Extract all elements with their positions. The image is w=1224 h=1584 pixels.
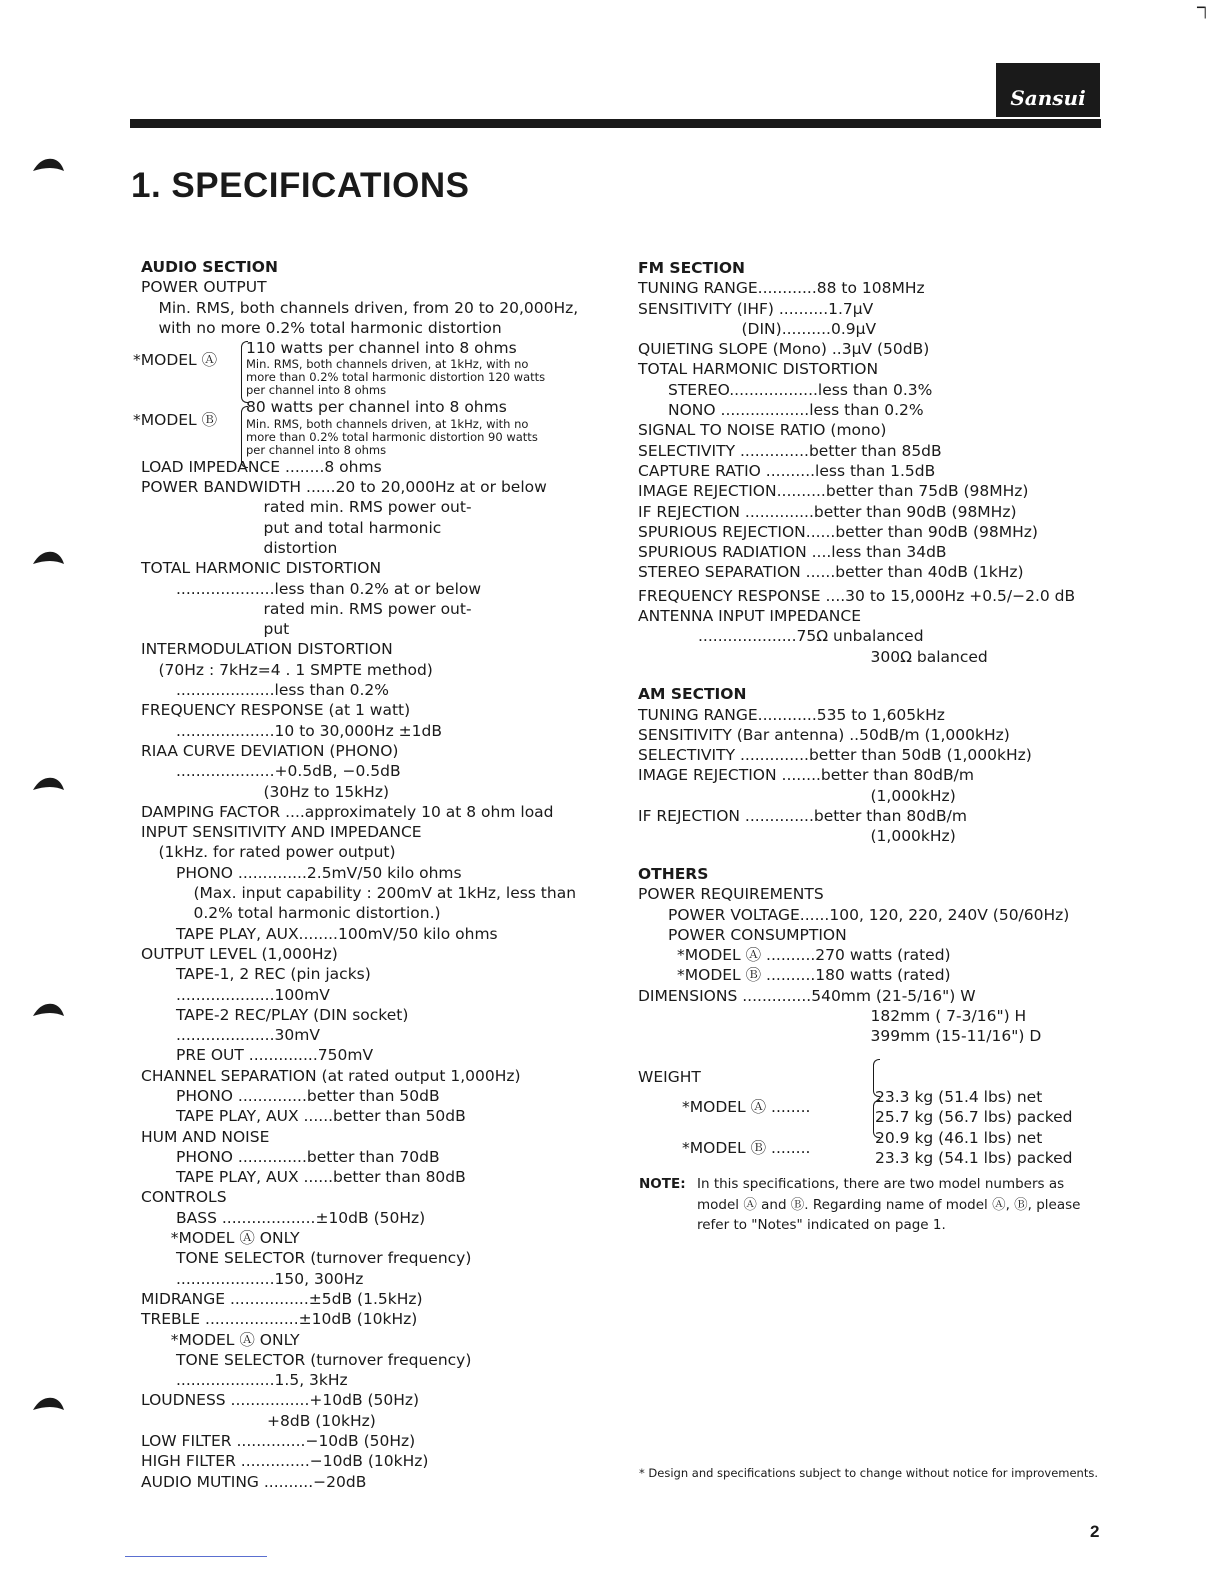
spec-line <box>638 522 1108 542</box>
spec-text: (Max. input capability : 200mV at 1kHz, less than <box>193 884 577 903</box>
spec-line <box>133 410 621 431</box>
spec-text: PHONO ..............better than 50dB <box>176 1086 440 1105</box>
spec-line <box>141 1289 621 1309</box>
spec-text: LOAD IMPEDANCE ........8 ohms <box>141 457 382 476</box>
spec-line <box>141 257 621 277</box>
spec-line <box>638 319 1108 339</box>
spec-line <box>141 1370 621 1390</box>
spec-text: SPURIOUS RADIATION ....less than 34dB <box>638 543 947 562</box>
spec-line <box>141 1451 621 1471</box>
footer-line <box>125 1556 267 1557</box>
spec-line <box>141 660 621 680</box>
spec-line <box>638 745 1108 765</box>
spec-line <box>141 863 621 883</box>
spec-line <box>141 431 621 444</box>
spec-text: ....................less than 0.2% <box>176 681 389 700</box>
spec-text: 182mm ( 7-3/16") H <box>870 1006 1027 1025</box>
spec-text: OTHERS <box>638 864 709 883</box>
spec-text: INPUT SENSITIVITY AND IMPEDANCE <box>141 823 422 842</box>
page-number: 2 <box>1090 1522 1100 1541</box>
spec-line <box>141 1127 621 1147</box>
spec-text: (1,000kHz) <box>870 827 956 846</box>
spec-line <box>141 384 621 397</box>
spec-line <box>141 782 621 802</box>
spec-line <box>141 1248 621 1268</box>
spec-text: (1,000kHz) <box>870 786 956 805</box>
spec-line <box>141 903 621 923</box>
spec-line <box>141 680 621 700</box>
spec-text: TAPE-2 REC/PLAY (DIN socket) <box>176 1005 409 1024</box>
spec-line <box>141 1147 621 1167</box>
left-spec-column <box>133 257 621 1492</box>
spec-text: (70Hz : 7kHz=4 . 1 SMPTE method) <box>158 660 433 679</box>
spec-line <box>638 606 1108 626</box>
spec-line <box>141 1472 621 1492</box>
spec-text: *MODEL Ⓑ ..........180 watts (rated) <box>677 966 951 985</box>
spec-text: more than 0.2% total harmonic distortion 90 watts <box>246 429 538 444</box>
spec-text: more than 0.2% total harmonic distortion 120 watts <box>246 370 546 385</box>
spec-line <box>638 461 1108 481</box>
spec-text: CONTROLS <box>141 1188 227 1207</box>
spec-text: 80 watts per channel into 8 ohms <box>246 398 507 417</box>
spec-text: 399mm (15-11/16") D <box>870 1027 1042 1046</box>
spec-line <box>638 481 1108 501</box>
spec-text: put and total harmonic <box>263 518 442 537</box>
spec-text: LOW FILTER ..............−10dB (50Hz) <box>141 1432 416 1451</box>
spec-line <box>141 1005 621 1025</box>
spec-text: FM SECTION <box>638 259 746 277</box>
spec-text: TAPE PLAY, AUX ......better than 80dB <box>176 1168 466 1187</box>
spec-line <box>638 925 1108 945</box>
spec-text: ....................+0.5dB, −0.5dB <box>176 762 401 781</box>
corner-mark: ▔▏ <box>1197 8 1213 19</box>
spec-text: OUTPUT LEVEL (1,000Hz) <box>141 944 338 963</box>
spec-line <box>141 1208 621 1228</box>
spec-text: AM SECTION <box>638 685 747 704</box>
spec-text: ....................30mV <box>176 1026 320 1045</box>
spec-line <box>141 1431 621 1451</box>
spec-text: AUDIO MUTING ..........−20dB <box>141 1472 367 1491</box>
model-label: *MODEL Ⓐ <box>133 351 218 370</box>
spec-text: SELECTIVITY ..............better than 85dB <box>638 441 942 460</box>
spec-text: per channel into 8 ohms <box>246 383 387 398</box>
spec-line <box>141 1269 621 1289</box>
right-spec-column <box>638 258 1108 1168</box>
spec-text: POWER BANDWIDTH ......20 to 20,000Hz at or below <box>141 478 547 497</box>
spec-line <box>638 1026 1108 1046</box>
spec-line <box>141 477 621 497</box>
spec-line <box>638 278 1108 298</box>
spec-text: IF REJECTION ..............better than 80dB/m <box>638 807 967 826</box>
spec-line <box>638 586 1108 606</box>
binding-hole-mark <box>31 1394 65 1412</box>
spec-line <box>638 502 1108 522</box>
spec-line <box>141 1167 621 1187</box>
spec-line <box>141 1086 621 1106</box>
spec-text: ANTENNA INPUT IMPEDANCE <box>638 607 861 626</box>
spec-text: 25.7 kg (56.7 lbs) packed <box>875 1108 1073 1127</box>
spec-line <box>141 741 621 761</box>
spec-line <box>638 542 1108 562</box>
spec-line <box>141 619 621 639</box>
spec-text: NONO ..................less than 0.2% <box>668 401 924 420</box>
binding-hole-mark <box>31 155 65 173</box>
spec-line <box>141 277 621 297</box>
spec-line <box>141 883 621 903</box>
spec-text: *MODEL Ⓐ ..........270 watts (rated) <box>677 946 951 965</box>
spec-text: ....................less than 0.2% at or below <box>176 579 482 598</box>
spec-line <box>638 562 1108 582</box>
spec-text: +8dB (10kHz) <box>267 1411 376 1430</box>
spec-line <box>141 964 621 984</box>
spec-line <box>141 457 621 477</box>
spec-line <box>141 1187 621 1207</box>
binding-hole-mark <box>31 774 65 792</box>
header-rule <box>130 119 1101 128</box>
spec-text: TOTAL HARMONIC DISTORTION <box>638 360 879 379</box>
spec-text: 110 watts per channel into 8 ohms <box>246 339 517 358</box>
spec-line <box>638 765 1108 785</box>
spec-text: POWER VOLTAGE......100, 120, 220, 240V (50/60Hz) <box>668 905 1070 924</box>
spec-line <box>141 558 621 578</box>
spec-text: put <box>263 620 290 639</box>
spec-text: ....................100mV <box>176 985 330 1004</box>
spec-line <box>141 1411 621 1431</box>
spec-text: HUM AND NOISE <box>141 1127 270 1146</box>
spec-text: TREBLE ...................±10dB (10kHz) <box>141 1310 418 1329</box>
spec-line <box>638 705 1108 725</box>
spec-line <box>638 359 1108 379</box>
weight-b-brace <box>873 1100 880 1138</box>
spec-line <box>141 1045 621 1065</box>
spec-line <box>141 822 621 842</box>
spec-text: per channel into 8 ohms <box>246 442 387 457</box>
spec-line <box>638 806 1108 826</box>
spec-line <box>141 842 621 862</box>
spec-text: Min. RMS, both channels driven, at 1kHz, with no <box>246 357 529 372</box>
spec-line <box>141 497 621 517</box>
spec-line <box>638 725 1108 745</box>
spec-text: FREQUENCY RESPONSE (at 1 watt) <box>141 701 411 720</box>
spec-text: 20.9 kg (46.1 lbs) net <box>875 1128 1043 1147</box>
spec-line <box>638 339 1108 359</box>
model-label: *MODEL Ⓑ <box>133 410 218 429</box>
spec-text: BASS ...................±10dB (50Hz) <box>176 1208 426 1227</box>
spec-text: TUNING RANGE............88 to 108MHz <box>638 279 925 298</box>
spec-line <box>141 444 621 457</box>
spec-text: PHONO ..............2.5mV/50 kilo ohms <box>176 863 462 882</box>
spec-text: IMAGE REJECTION..........better than 75dB (98MHz) <box>638 482 1029 501</box>
spec-text: POWER REQUIREMENTS <box>638 885 824 904</box>
spec-text: TAPE-1, 2 REC (pin jacks) <box>176 965 371 984</box>
spec-line <box>141 721 621 741</box>
spec-line <box>141 639 621 659</box>
spec-line <box>638 786 1108 806</box>
spec-text: TONE SELECTOR (turnover frequency) <box>176 1249 472 1268</box>
spec-line <box>141 318 621 338</box>
brand-logo <box>996 63 1100 117</box>
spec-line <box>141 298 621 318</box>
model-a-brace <box>241 341 248 403</box>
spec-text: 0.2% total harmonic distortion.) <box>193 904 441 923</box>
spec-line <box>638 400 1108 420</box>
spec-text: with no more 0.2% total harmonic distortion <box>158 318 502 337</box>
spec-text: ....................1.5, 3kHz <box>176 1371 348 1390</box>
spec-text: distortion <box>263 538 338 557</box>
spec-text: SPURIOUS REJECTION......better than 90dB (98MHz) <box>638 522 1038 541</box>
spec-text: FREQUENCY RESPONSE ....30 to 15,000Hz +0.5/−2.0 dB <box>638 586 1076 605</box>
spec-text: TONE SELECTOR (turnover frequency) <box>176 1350 472 1369</box>
spec-text: *MODEL Ⓐ ONLY <box>170 1229 300 1248</box>
spec-text: WEIGHT <box>638 1067 701 1086</box>
spec-line <box>638 884 1108 904</box>
spec-line <box>638 1139 1108 1168</box>
spec-line <box>141 802 621 822</box>
spec-line <box>638 626 1108 646</box>
page-title: 1. SPECIFICATIONS <box>131 166 470 205</box>
spec-text: CHANNEL SEPARATION (at rated output 1,000Hz) <box>141 1066 521 1085</box>
spec-line <box>141 985 621 1005</box>
spec-text: TAPE PLAY, AUX........100mV/50 kilo ohms <box>176 924 498 943</box>
spec-text: IF REJECTION ..............better than 90dB (98MHz) <box>638 502 1017 521</box>
spec-text: 23.3 kg (51.4 lbs) net <box>875 1088 1043 1107</box>
spec-text: Min. RMS, both channels driven, from 20 to 20,000Hz, <box>158 298 579 317</box>
spec-text: ....................150, 300Hz <box>176 1269 364 1288</box>
spec-text: TAPE PLAY, AUX ......better than 50dB <box>176 1107 466 1126</box>
spec-text: 300Ω balanced <box>870 647 988 666</box>
spec-line <box>638 664 1108 684</box>
spec-line <box>638 299 1108 319</box>
spec-text: rated min. RMS power out- <box>263 599 472 618</box>
spec-line <box>141 700 621 720</box>
model-b-brace <box>241 406 248 468</box>
spec-text: SIGNAL TO NOISE RATIO (mono) <box>638 421 887 440</box>
spec-text: TUNING RANGE............535 to 1,605kHz <box>638 705 945 724</box>
spec-text: Min. RMS, both channels driven, at 1kHz, with no <box>246 416 529 431</box>
binding-hole-mark <box>31 1000 65 1018</box>
binding-hole-mark <box>31 548 65 566</box>
spec-text: CAPTURE RATIO ..........less than 1.5dB <box>638 461 936 480</box>
note-text: In this specifications, there are two model numbers as model Ⓐ and Ⓑ. Regarding name of model Ⓐ, Ⓑ, please refer to "Notes" indicated on page 1. <box>697 1176 1081 1233</box>
spec-line <box>141 599 621 619</box>
spec-line <box>141 1025 621 1045</box>
spec-line <box>638 945 1108 965</box>
note-label: NOTE: <box>639 1176 686 1192</box>
spec-line <box>141 1390 621 1410</box>
spec-text: RIAA CURVE DEVIATION (PHONO) <box>141 741 399 760</box>
spec-text: POWER CONSUMPTION <box>668 925 847 944</box>
spec-text: QUIETING SLOPE (Mono) ..3μV (50dB) <box>638 340 930 359</box>
spec-line <box>638 441 1108 461</box>
spec-line <box>141 538 621 558</box>
spec-text: *MODEL Ⓐ ONLY <box>170 1330 300 1349</box>
footnote: * Design and specifications subject to change without notice for improvements. <box>639 1466 1098 1480</box>
spec-text: SENSITIVITY (Bar antenna) ..50dB/m (1,000kHz) <box>638 725 1010 744</box>
spec-text: PRE OUT ..............750mV <box>176 1046 374 1065</box>
spec-line <box>638 864 1108 884</box>
spec-line <box>638 380 1108 400</box>
spec-text: INTERMODULATION DISTORTION <box>141 640 393 659</box>
spec-text: STEREO SEPARATION ......better than 40dB (1kHz) <box>638 563 1024 582</box>
spec-text: LOUDNESS ................+10dB (50Hz) <box>141 1391 420 1410</box>
spec-text: rated min. RMS power out- <box>263 498 472 517</box>
model-label: *MODEL Ⓑ ........ <box>682 1139 811 1158</box>
brand-text: Sansui <box>1010 86 1086 110</box>
spec-text: ....................10 to 30,000Hz ±1dB <box>176 721 442 740</box>
spec-text: IMAGE REJECTION ........better than 80dB/m <box>638 766 974 785</box>
spec-text: AUDIO SECTION <box>141 258 278 276</box>
spec-line <box>141 1228 621 1248</box>
model-label: *MODEL Ⓐ ........ <box>682 1098 811 1117</box>
spec-line <box>141 944 621 964</box>
spec-line <box>638 258 1108 278</box>
spec-text: (DIN)..........0.9μV <box>741 319 877 338</box>
spec-line <box>141 1330 621 1350</box>
spec-text: STEREO..................less than 0.3% <box>668 380 933 399</box>
weight-a-brace <box>873 1059 880 1097</box>
spec-text: DAMPING FACTOR ....approximately 10 at 8 ohm load <box>141 802 554 821</box>
spec-text: PHONO ..............better than 70dB <box>176 1147 440 1166</box>
spec-line <box>638 1006 1108 1026</box>
spec-line <box>141 1066 621 1086</box>
spec-line <box>638 965 1108 985</box>
spec-line <box>141 1350 621 1370</box>
spec-line <box>141 924 621 944</box>
spec-line <box>638 986 1108 1006</box>
spec-line <box>141 518 621 538</box>
spec-line <box>638 420 1108 440</box>
spec-text: (30Hz to 15kHz) <box>263 782 390 801</box>
spec-text: TOTAL HARMONIC DISTORTION <box>141 559 382 578</box>
spec-line <box>141 1106 621 1126</box>
spec-line <box>638 905 1108 925</box>
spec-text: SELECTIVITY ..............better than 50dB (1,000kHz) <box>638 746 1032 765</box>
spec-text: DIMENSIONS ..............540mm (21-5/16") W <box>638 986 976 1005</box>
spec-text: HIGH FILTER ..............−10dB (10kHz) <box>141 1452 429 1471</box>
spec-text: MIDRANGE ................±5dB (1.5kHz) <box>141 1289 423 1308</box>
spec-text: POWER OUTPUT <box>141 278 267 297</box>
spec-line <box>141 579 621 599</box>
spec-text: (1kHz. for rated power output) <box>158 843 396 862</box>
spec-text: SENSITIVITY (IHF) ..........1.7μV <box>638 299 874 318</box>
spec-line <box>141 761 621 781</box>
spec-line <box>638 684 1108 704</box>
spec-text: 23.3 kg (54.1 lbs) packed <box>875 1149 1073 1168</box>
spec-line <box>638 844 1108 864</box>
spec-line <box>141 1309 621 1329</box>
spec-text: ....................75Ω unbalanced <box>698 627 924 646</box>
